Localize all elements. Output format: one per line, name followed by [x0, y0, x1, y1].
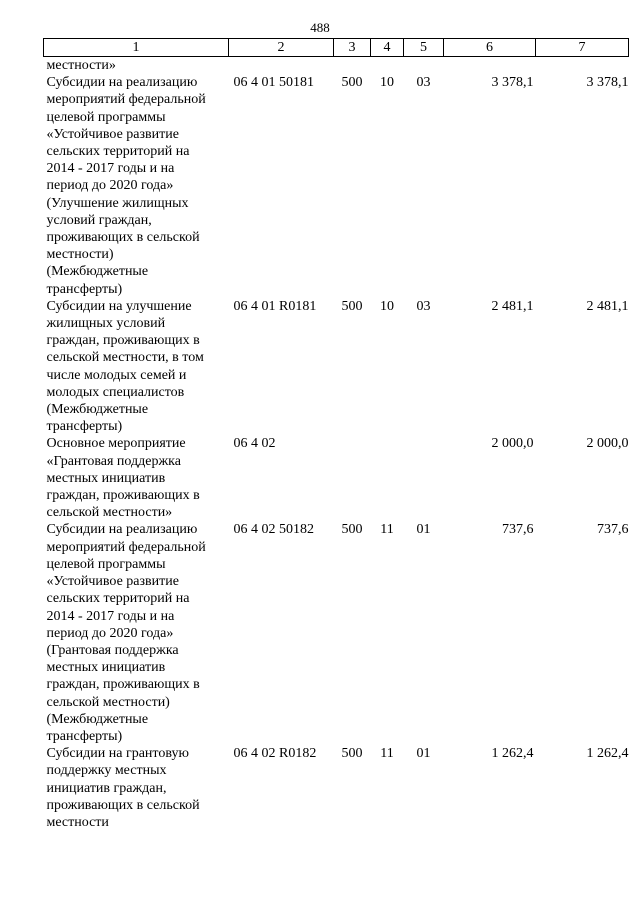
- column-header-5: 5: [404, 39, 444, 57]
- table-row: [44, 745, 629, 831]
- row-name-line: сельской местности, в том: [46, 350, 204, 366]
- row-value-7: 737,6: [597, 522, 629, 538]
- row-name-line: условий граждан,: [46, 212, 152, 228]
- row-col-4: 10: [380, 298, 394, 314]
- column-header-3: 3: [334, 39, 371, 57]
- row-name-line: Субсидии на реализацию: [46, 522, 198, 538]
- column-header-7: 7: [536, 39, 629, 57]
- row-name-line: (Межбюджетные: [46, 264, 149, 280]
- row-name-line: сельской местности): [46, 694, 170, 710]
- column-header-6: 6: [444, 39, 536, 57]
- table-header: [44, 39, 629, 57]
- row-name-line: граждан, проживающих в: [46, 488, 200, 504]
- row-name-line: Субсидии на грантовую: [46, 746, 189, 762]
- row-name-line: числе молодых семей и: [46, 367, 187, 383]
- row-code: 06 4 01 50181: [233, 75, 314, 91]
- column-header-4: 4: [371, 39, 404, 57]
- page-number: 488: [310, 20, 330, 35]
- row-name-line: проживающих в сельской: [46, 797, 200, 813]
- row-name-line: трансферты): [46, 419, 123, 435]
- row-name-line: жилищных условий: [46, 316, 166, 332]
- row-name: [44, 57, 229, 75]
- row-code: 06 4 01 R0181: [233, 298, 317, 314]
- row-name-line: целевой программы: [46, 556, 166, 572]
- row-name-line: сельских территорий на: [46, 144, 190, 160]
- row-value-6: [444, 57, 536, 75]
- row-col-4: 10: [380, 75, 394, 91]
- row-name-line: трансферты): [46, 281, 123, 297]
- row-name-line: 2014 - 2017 годы и на: [46, 161, 175, 177]
- row-code: 06 4 02 50182: [233, 522, 314, 538]
- row-name-line: сельской местности»: [46, 505, 173, 521]
- row-code: 06 4 02: [233, 436, 276, 452]
- table-row: [44, 435, 629, 521]
- row-col-5: 03: [416, 75, 431, 91]
- row-value-7: 2 481,1: [586, 298, 629, 314]
- row-value-6: 3 378,1: [491, 75, 534, 91]
- row-name-line: поддержку местных: [46, 763, 167, 779]
- row-col-4: 11: [380, 522, 394, 538]
- row-col-5: 01: [416, 746, 431, 762]
- row-code: [229, 57, 334, 75]
- row-col-3: 500: [341, 75, 363, 91]
- row-name-line: трансферты): [46, 728, 123, 744]
- header-row: [44, 39, 629, 57]
- table-row: [44, 57, 629, 75]
- row-name-line: проживающих в сельской: [46, 230, 200, 246]
- row-name-line: «Грантовая поддержка: [46, 453, 181, 469]
- row-name-line: местности: [46, 814, 109, 830]
- row-col-5: 01: [416, 522, 431, 538]
- row-name: [44, 521, 229, 745]
- table-body: [44, 57, 629, 832]
- row-name-line: (Межбюджетные: [46, 711, 149, 727]
- row-name: [44, 745, 229, 831]
- row-name-line: 2014 - 2017 годы и на: [46, 608, 175, 624]
- row-col-5: [404, 57, 444, 75]
- row-name-line: граждан, проживающих в: [46, 333, 200, 349]
- row-col-3: [334, 57, 371, 75]
- row-name-line: «Устойчивое развитие: [46, 574, 179, 590]
- row-name-line: «Устойчивое развитие: [46, 126, 179, 142]
- row-name: [44, 74, 229, 298]
- row-col-5: [404, 435, 444, 521]
- row-name-line: период до 2020 года»: [46, 625, 174, 641]
- table-row: [44, 298, 629, 436]
- row-name-line: инициатив граждан,: [46, 780, 167, 796]
- row-name: [44, 435, 229, 521]
- row-name-line: Субсидии на улучшение: [46, 298, 192, 314]
- row-name-line: период до 2020 года»: [46, 178, 174, 194]
- row-name-line: Субсидии на реализацию: [46, 75, 198, 91]
- row-col-5: 03: [416, 298, 431, 314]
- row-name-line: молодых специалистов: [46, 384, 185, 400]
- row-name-line: (Межбюджетные: [46, 402, 149, 418]
- row-col-3: [334, 435, 371, 521]
- row-name-line: целевой программы: [46, 109, 166, 125]
- row-value-7: [536, 57, 629, 75]
- row-value-6: 737,6: [502, 522, 534, 538]
- row-value-6: 1 262,4: [491, 746, 534, 762]
- row-name-line: мероприятий федеральной: [46, 539, 206, 555]
- row-col-4: [371, 435, 404, 521]
- budget-table: [43, 38, 629, 831]
- column-header-1: 1: [44, 39, 229, 57]
- row-col-4: [371, 57, 404, 75]
- row-name: [44, 298, 229, 436]
- row-col-4: 11: [380, 746, 394, 762]
- row-name-line: местных инициатив: [46, 470, 166, 486]
- row-name-line: местности»: [46, 58, 116, 73]
- row-name-line: сельских территорий на: [46, 591, 190, 607]
- table-row: [44, 521, 629, 745]
- row-name-line: (Улучшение жилищных: [46, 195, 189, 211]
- row-name-line: Основное мероприятие: [46, 436, 186, 452]
- row-col-3: 500: [341, 298, 363, 314]
- row-col-3: 500: [341, 746, 363, 762]
- row-name-line: местных инициатив: [46, 660, 166, 676]
- row-value-7: 1 262,4: [586, 746, 629, 762]
- row-name-line: граждан, проживающих в: [46, 677, 200, 693]
- row-value-7: 3 378,1: [586, 75, 629, 91]
- row-name-line: (Грантовая поддержка: [46, 642, 179, 658]
- row-name-line: местности): [46, 247, 114, 263]
- row-value-6: 2 481,1: [491, 298, 534, 314]
- row-name-line: мероприятий федеральной: [46, 92, 206, 108]
- column-header-2: 2: [229, 39, 334, 57]
- row-value-7: 2 000,0: [586, 436, 629, 452]
- row-col-3: 500: [341, 522, 363, 538]
- row-code: 06 4 02 R0182: [233, 746, 317, 762]
- row-value-6: 2 000,0: [491, 436, 534, 452]
- table-row: [44, 74, 629, 298]
